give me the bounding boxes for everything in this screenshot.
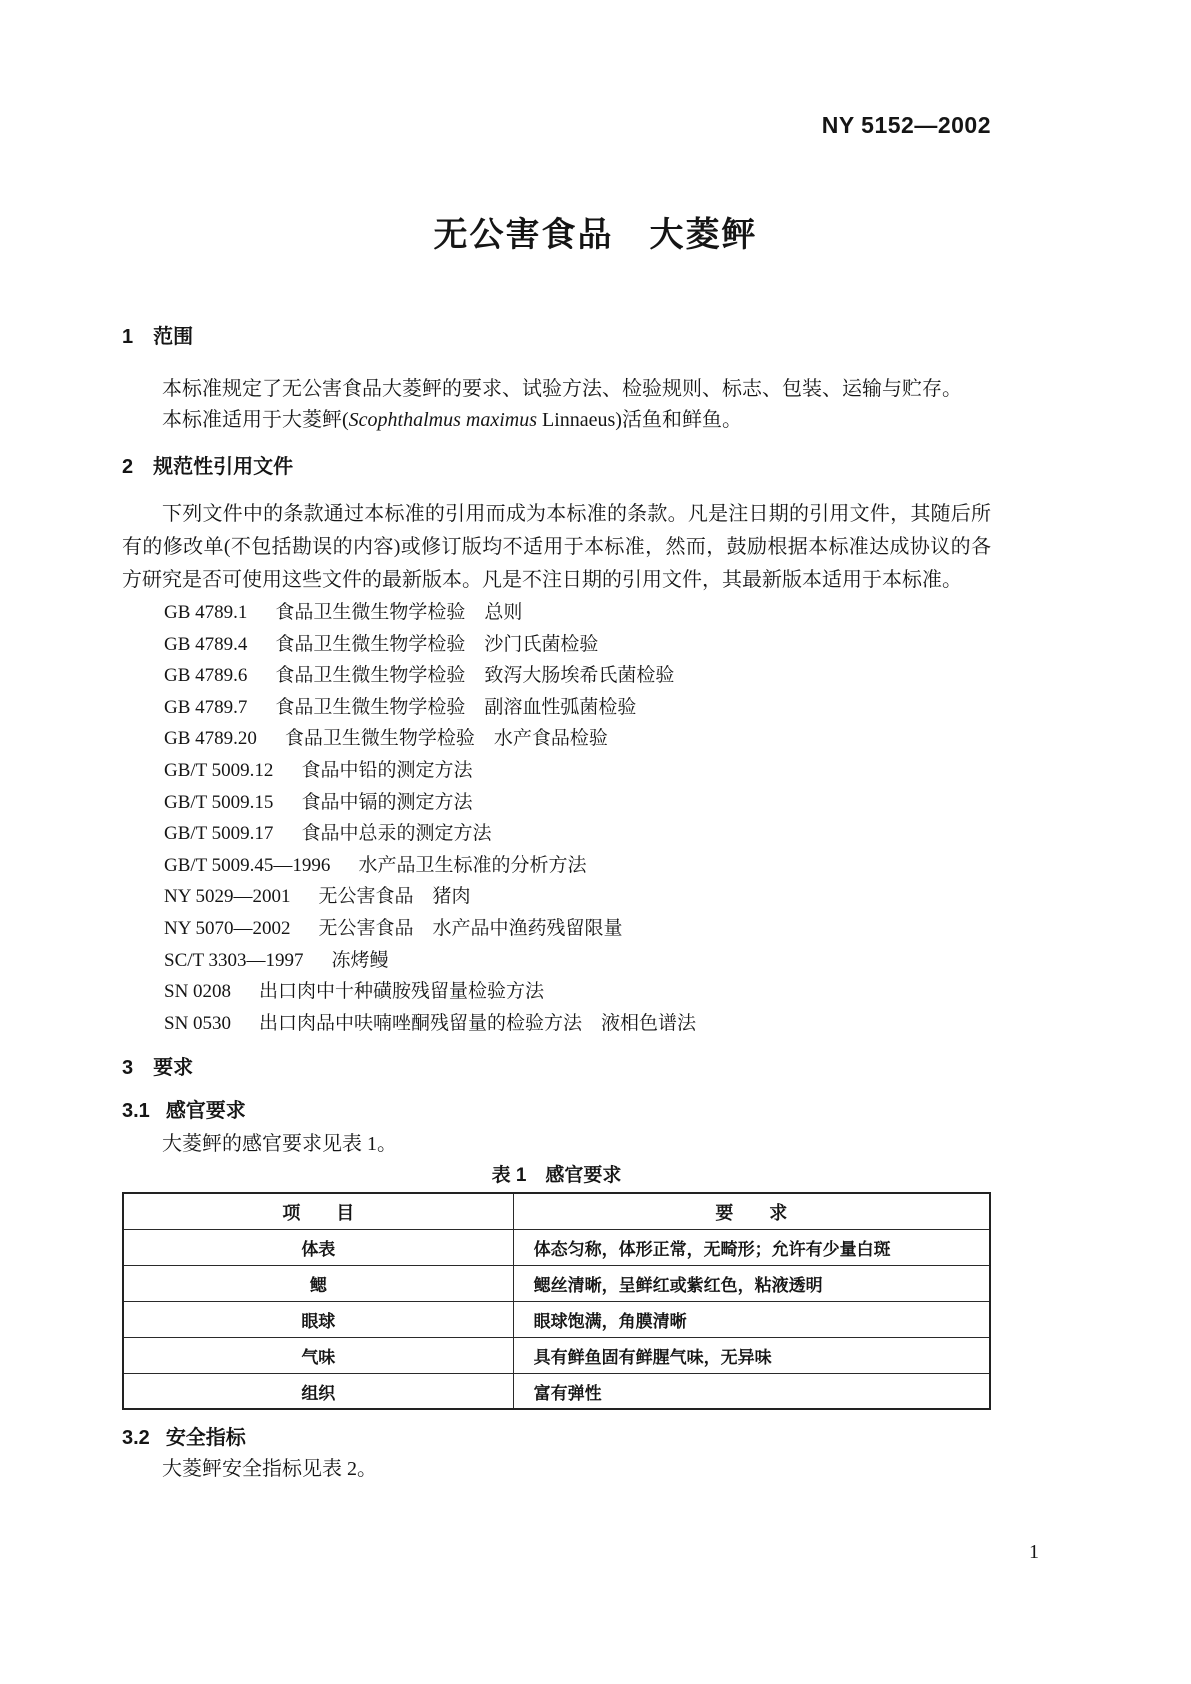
reference-code: GB/T 5009.17 [164, 823, 274, 845]
document-title: 无公害食品 大菱鲆 [433, 216, 758, 254]
page-number: 1 [1029, 1541, 1039, 1563]
reference-title: 食品卫生微生物学检验 致泻大肠埃希氏菌检验 [275, 665, 675, 687]
reference-title: 食品卫生微生物学检验 副溶血性弧菌检验 [275, 696, 637, 718]
reference-item [122, 976, 991, 1008]
item-cell: 鳃 [123, 1265, 513, 1301]
item-cell: 组织 [123, 1373, 513, 1409]
scope-paragraph-2 [122, 405, 991, 436]
section-1-heading [122, 322, 991, 352]
reference-code: GB 4789.4 [164, 633, 248, 655]
reference-code: SN 0530 [164, 1012, 232, 1034]
table-row [123, 1373, 990, 1409]
reference-item [122, 723, 991, 755]
subsection-3-1-label: 感官要求 [165, 1100, 246, 1123]
reference-code: NY 5070—2002 [164, 917, 291, 939]
reference-code: GB 4789.20 [164, 728, 257, 750]
normative-references-intro: 下列文件中的条款通过本标准的引用而成为本标准的条款。凡是注日期的引用文件，其随后所有的修改单(不包括勘误的内容)或修订版均不适用于本标准，然而，鼓励根据本标准达成协议的各方研究是否可使用这些文件的最新版本。凡是不注日期的引用文件，其最新版本适用于本标准。 [122, 503, 991, 591]
section-3-label: 要求 [153, 1057, 194, 1080]
standard-number: NY 5152—2002 [821, 112, 991, 138]
scope-paragraph-1: 本标准规定了无公害食品大菱鲆的要求、试验方法、检验规则、标志、包装、运输与贮存。 [162, 378, 962, 400]
reference-title: 食品卫生微生物学检验 沙门氏菌检验 [275, 633, 599, 655]
reference-title: 水产品卫生标准的分析方法 [358, 854, 587, 876]
reference-title: 冻烤鳗 [331, 949, 389, 971]
reference-title: 食品中总汞的测定方法 [301, 823, 492, 845]
table-row [123, 1229, 990, 1265]
reference-item [122, 597, 991, 629]
reference-title: 出口肉中十种磺胺残留量检验方法 [259, 981, 545, 1003]
reference-item [122, 755, 991, 787]
subsection-3-1-heading [122, 1097, 991, 1125]
scope-paragraph-2-post: Linnaeus)活鱼和鲜鱼。 [537, 409, 742, 431]
safety-index-note: 大菱鲆安全指标见表 2。 [162, 1458, 377, 1481]
reference-item [122, 1008, 991, 1040]
scope-paragraph-2-pre: 本标准适用于大菱鲆( [162, 409, 349, 431]
reference-code: NY 5029—2001 [164, 886, 291, 908]
reference-title: 无公害食品 猪肉 [318, 886, 471, 908]
species-latin-name: Scophthalmus maximus [348, 409, 537, 431]
requirement-cell: 体态匀称，体形正常，无畸形；允许有少量白斑 [513, 1229, 990, 1265]
item-cell: 体表 [123, 1229, 513, 1265]
reference-item [122, 945, 991, 977]
reference-title: 食品卫生微生物学检验 水产食品检验 [284, 728, 608, 750]
reference-item [122, 818, 991, 850]
reference-code: GB/T 5009.12 [164, 759, 274, 781]
table-row [123, 1301, 990, 1337]
reference-code: GB 4789.7 [164, 696, 248, 718]
reference-code: GB/T 5009.15 [164, 791, 274, 813]
reference-title: 出口肉品中呋喃唑酮残留量的检验方法 液相色谱法 [259, 1012, 697, 1034]
requirement-cell: 富有弹性 [513, 1373, 990, 1409]
reference-title: 食品中镉的测定方法 [301, 791, 473, 813]
reference-title: 食品中铅的测定方法 [301, 759, 473, 781]
section-3-number: 3 [122, 1057, 134, 1080]
table-header-row [123, 1193, 990, 1229]
section-1-number: 1 [122, 326, 134, 348]
reference-item [122, 881, 991, 913]
reference-code: GB 4789.6 [164, 665, 248, 687]
reference-code: GB 4789.1 [164, 602, 248, 623]
reference-item [122, 692, 991, 724]
subsection-3-2-number: 3.2 [122, 1427, 150, 1450]
section-1-label: 范围 [153, 326, 194, 348]
reference-code: GB/T 5009.45—1996 [164, 854, 331, 876]
requirement-cell: 眼球饱满，角膜清晰 [513, 1301, 990, 1337]
table-row [123, 1337, 990, 1373]
item-cell: 气味 [123, 1337, 513, 1373]
section-2-number: 2 [122, 456, 134, 478]
subsection-3-2-label: 安全指标 [165, 1427, 246, 1450]
reference-list [122, 597, 991, 1039]
item-cell: 眼球 [123, 1301, 513, 1337]
reference-code: SN 0208 [164, 981, 232, 1003]
reference-title: 食品卫生微生物学检验 总则 [275, 602, 523, 623]
requirement-cell: 具有鲜鱼固有鲜腥气味，无异味 [513, 1337, 990, 1373]
section-3-heading [122, 1053, 991, 1083]
section-2-label: 规范性引用文件 [153, 456, 294, 478]
table-header-requirement: 要 求 [513, 1193, 990, 1229]
section-2-heading [122, 452, 991, 482]
reference-item [122, 787, 991, 819]
subsection-3-1-number: 3.1 [122, 1100, 150, 1123]
reference-item [122, 913, 991, 945]
table-1-caption: 表 1 感官要求 [491, 1165, 622, 1187]
reference-item [122, 850, 991, 882]
reference-title: 无公害食品 水产品中渔药残留限量 [318, 917, 623, 939]
reference-item [122, 660, 991, 692]
reference-code: SC/T 3303—1997 [164, 949, 304, 971]
subsection-3-2-heading [122, 1424, 991, 1452]
sensory-requirement-note: 大菱鲆的感官要求见表 1。 [162, 1133, 397, 1156]
requirement-cell: 鳃丝清晰，呈鲜红或紫红色，粘液透明 [513, 1265, 990, 1301]
sensory-requirements-table [122, 1192, 991, 1410]
table-header-item: 项 目 [123, 1193, 513, 1229]
table-row [123, 1265, 990, 1301]
reference-item [122, 629, 991, 661]
document-content [0, 112, 1191, 1484]
